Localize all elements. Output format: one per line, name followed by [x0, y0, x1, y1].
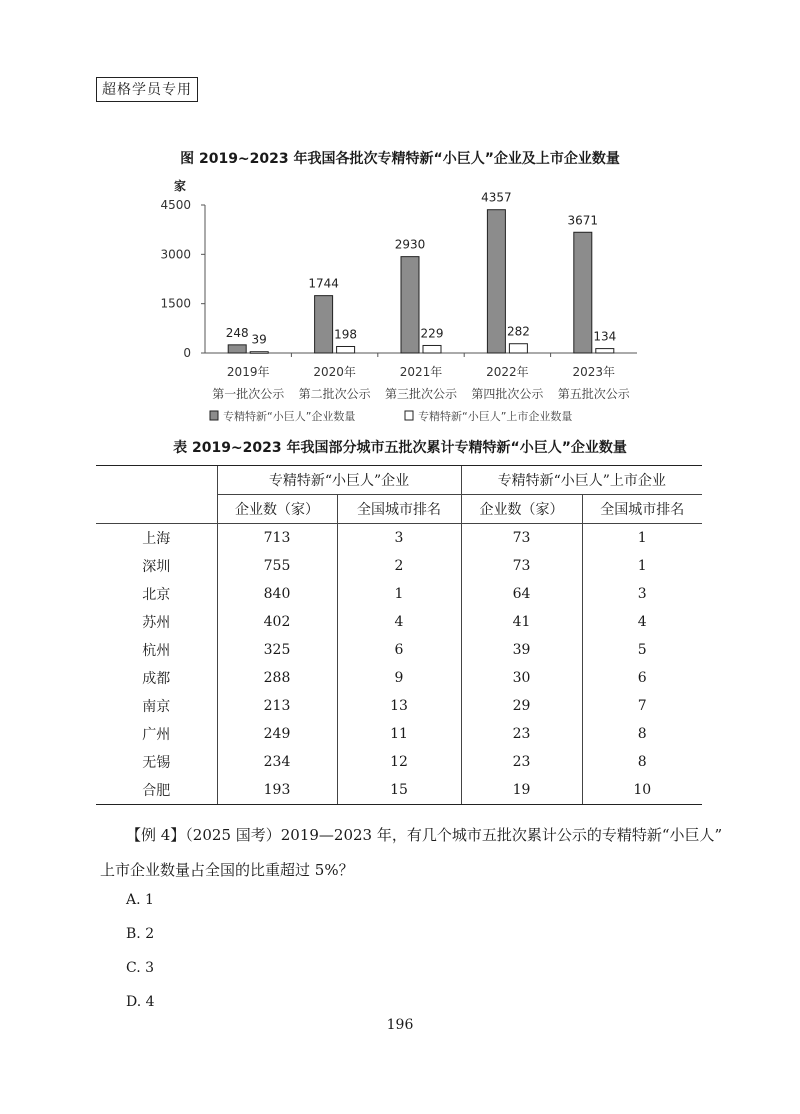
- x-tick-label-year: 2023年: [572, 365, 616, 379]
- table-cell: 3: [337, 524, 461, 553]
- table-row: [96, 692, 702, 720]
- table-cell: 755: [217, 552, 337, 580]
- city-name: 无锡: [142, 755, 171, 771]
- option-c: C. 3: [126, 960, 155, 976]
- table-cell: 6: [337, 636, 461, 664]
- city-name: 苏州: [142, 615, 171, 631]
- table-cell: 325: [217, 636, 337, 664]
- x-tick-label-year: 2022年: [486, 365, 529, 379]
- y-tick-label: 3000: [160, 247, 191, 262]
- table-cell: 23: [461, 720, 582, 748]
- sub-header: 企业数（家）: [461, 495, 582, 524]
- y-tick-label: 0: [183, 346, 191, 360]
- bar-listed: [423, 345, 441, 353]
- table-cell: 39: [461, 636, 582, 664]
- data-label: 248: [225, 325, 249, 340]
- table-cell: 840: [217, 580, 337, 608]
- table-cell: 4: [582, 608, 702, 636]
- table-cell: 10: [582, 776, 702, 805]
- x-tick-label-year: 2020年: [313, 365, 356, 379]
- table-cell: 288: [217, 664, 337, 692]
- x-tick-label-year: 2021年: [399, 365, 443, 379]
- table-cell: 8: [582, 748, 702, 776]
- table-cell: 3: [582, 580, 702, 608]
- table-cell: 73: [461, 552, 582, 580]
- y-tick-label: 4500: [160, 198, 191, 212]
- badge: 超格学员专用: [96, 77, 198, 102]
- options: [126, 883, 155, 1019]
- table-cell: 402: [217, 608, 337, 636]
- table-cell: 13: [337, 692, 461, 720]
- table-cell: 1: [582, 552, 702, 580]
- table-row: [96, 636, 702, 664]
- legend-swatch-enterprise: [210, 411, 218, 420]
- city-name: 上海: [142, 531, 171, 547]
- legend-swatch-listed: [405, 411, 413, 420]
- sub-header: 全国城市排名: [582, 495, 702, 524]
- table-cell: 12: [337, 748, 461, 776]
- table-cell: 249: [217, 720, 337, 748]
- data-label: 198: [334, 327, 358, 342]
- group-header-listed: 专精特新“小巨人”上市企业: [461, 466, 702, 495]
- table-cell: 713: [217, 524, 337, 553]
- city-name: 深圳: [142, 559, 171, 575]
- table-row: [96, 524, 702, 553]
- legend-label: 专精特新“小巨人”企业数量: [223, 410, 356, 423]
- table-cell: 19: [461, 776, 582, 805]
- table-cell: 234: [217, 748, 337, 776]
- question-line-1: 【例 4】（2025 国考）2019—2023 年，有几个城市五批次累计公示的专精特新“小巨人”: [126, 826, 723, 844]
- table-cell: 9: [337, 664, 461, 692]
- table-cell: 5: [582, 636, 702, 664]
- bar-chart: [150, 170, 650, 430]
- data-label: 1744: [308, 276, 339, 291]
- x-tick-label-batch: 第三批次公示: [384, 387, 458, 401]
- question: [100, 818, 726, 888]
- sub-header: 企业数（家）: [217, 495, 337, 524]
- city-name: 广州: [142, 727, 171, 743]
- x-tick-label-batch: 第二批次公示: [298, 387, 371, 401]
- table-title: 表 2019~2023 年我国部分城市五批次累计专精特新“小巨人”企业数量: [173, 440, 627, 456]
- table-body: [96, 524, 702, 805]
- bar-listed: [509, 344, 527, 353]
- table-row: [96, 664, 702, 692]
- bar-listed: [596, 349, 614, 353]
- table-cell: 41: [461, 608, 582, 636]
- bar-listed: [250, 352, 268, 354]
- table-cell: 1: [582, 524, 702, 553]
- x-tick-label-batch: 第一批次公示: [212, 387, 285, 401]
- table-cell: 73: [461, 524, 582, 553]
- table-cell: 23: [461, 748, 582, 776]
- city-name: 成都: [142, 671, 171, 687]
- y-axis-label: 家: [173, 179, 187, 193]
- corner-cell: [96, 466, 217, 524]
- table-row: [96, 776, 702, 805]
- table-cell: 4: [337, 608, 461, 636]
- table-cell: 6: [582, 664, 702, 692]
- table-cell: 7: [582, 692, 702, 720]
- data-label: 229: [420, 326, 444, 341]
- table-cell: 1: [337, 580, 461, 608]
- table-row: [96, 748, 702, 776]
- x-tick-label-batch: 第五批次公示: [557, 387, 630, 401]
- table-row: [96, 608, 702, 636]
- table-cell: 8: [582, 720, 702, 748]
- table-cell: 30: [461, 664, 582, 692]
- legend-label: 专精特新“小巨人”上市企业数量: [418, 410, 573, 423]
- city-name: 南京: [142, 699, 171, 715]
- data-label: 282: [506, 324, 530, 339]
- city-name: 杭州: [142, 643, 171, 659]
- city-table: [96, 465, 702, 805]
- city-name: 北京: [142, 587, 171, 603]
- option-d: D. 4: [126, 994, 155, 1010]
- y-tick-label: 1500: [160, 296, 191, 311]
- sub-header: 全国城市排名: [337, 495, 461, 524]
- table-row: [96, 720, 702, 748]
- option-b: B. 2: [126, 926, 155, 942]
- page-number: 196: [386, 1017, 414, 1033]
- table-cell: 64: [461, 580, 582, 608]
- table-cell: 2: [337, 552, 461, 580]
- x-tick-label-batch: 第四批次公示: [471, 387, 544, 401]
- bar-enterprise: [574, 232, 592, 353]
- table-cell: 193: [217, 776, 337, 805]
- question-line-2: 上市企业数量占全国的比重超过 5%？: [100, 861, 354, 879]
- x-tick-label-year: 2019年: [226, 365, 270, 379]
- table-cell: 15: [337, 776, 461, 805]
- option-a: A. 1: [126, 892, 154, 908]
- data-label: 134: [593, 329, 617, 344]
- bar-listed: [337, 346, 355, 353]
- table-cell: 29: [461, 692, 582, 720]
- figure-title: 图 2019~2023 年我国各批次专精特新“小巨人”企业及上市企业数量: [180, 151, 620, 167]
- table-row: [96, 580, 702, 608]
- data-label: 3671: [567, 213, 599, 228]
- bar-enterprise: [315, 296, 333, 353]
- data-label: 39: [251, 332, 267, 347]
- bar-enterprise: [487, 210, 505, 353]
- bar-enterprise: [228, 345, 246, 353]
- table-cell: 11: [337, 720, 461, 748]
- city-name: 合肥: [96, 776, 217, 805]
- data-label: 4357: [481, 190, 512, 205]
- bar-enterprise: [401, 257, 419, 353]
- group-header-enterprise: 专精特新“小巨人”企业: [217, 466, 461, 495]
- table-row: [96, 552, 702, 580]
- data-label: 2930: [394, 237, 426, 252]
- table-cell: 213: [217, 692, 337, 720]
